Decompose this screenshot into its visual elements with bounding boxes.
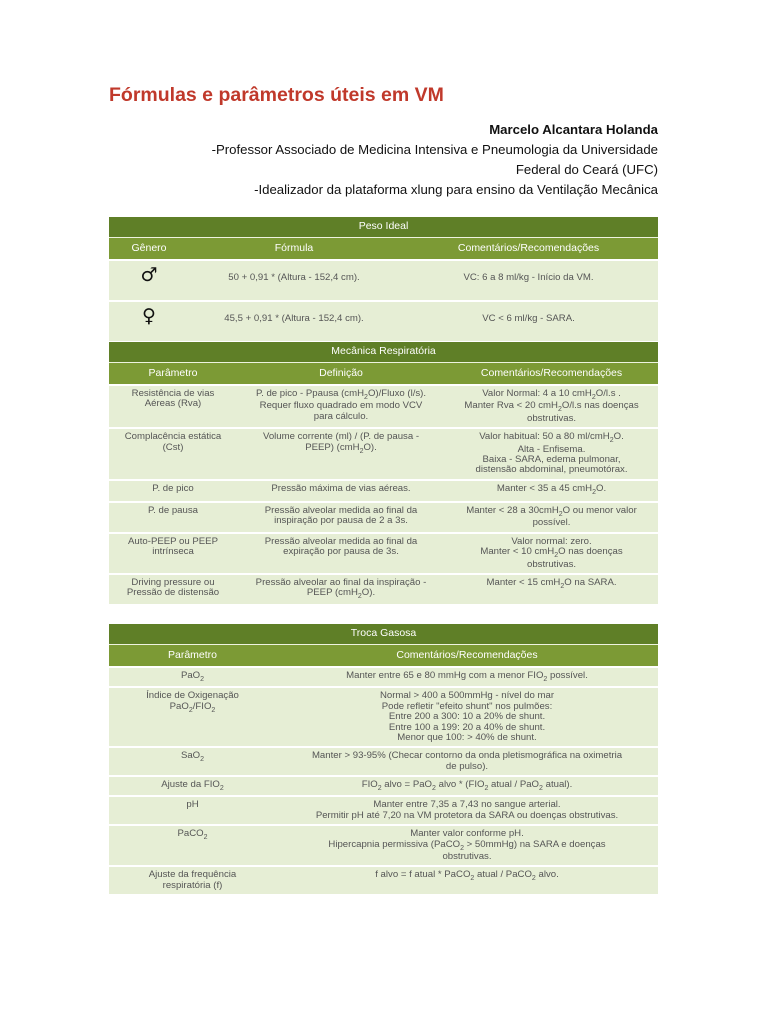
table-row xyxy=(109,796,658,825)
column-header: Parâmetro xyxy=(109,363,237,386)
definition-cell: P. de pico - Ppausa (cmH$_2$O)/Fluxo (l/s). Requer fluxo quadrado em modo VCV para cálculo. xyxy=(237,385,445,428)
parameter-cell: Auto-PEEP ou PEEP intrínseca xyxy=(109,533,237,574)
parameter-cell: Ajuste da $FIO_2$ xyxy=(109,776,276,796)
parameter-cell: PaO$_2$ xyxy=(109,667,276,687)
column-header: Fórmula xyxy=(189,238,399,261)
comment-cell: VC < 6 ml/kg - SARA. xyxy=(399,301,658,341)
column-header: Definição xyxy=(237,363,445,386)
formula-cell: 45,5 + 0,91 * (Altura - 152,4 cm). xyxy=(189,301,399,341)
table-row xyxy=(109,747,658,776)
column-header: Comentários/Recomendações xyxy=(399,238,658,261)
definition-cell: Pressão máxima de vias aéreas. xyxy=(237,480,445,502)
column-header: Gênero xyxy=(109,238,189,261)
column-header: Parâmetro xyxy=(109,645,276,668)
parameter-cell: SaO$_2$ xyxy=(109,747,276,776)
table-row xyxy=(109,574,658,604)
parameter-cell: Resistência de vias Aéreas (Rva) xyxy=(109,385,237,428)
parameter-cell: P. de pico xyxy=(109,480,237,502)
table-row xyxy=(109,480,658,502)
table-row xyxy=(109,667,658,687)
comment-cell: Manter valor conforme pH. Hipercapnia permissiva (PaCO$_2$ > 50mmHg) na SARA e doenças obstrutivas. xyxy=(276,825,658,866)
table-row xyxy=(109,301,658,341)
definition-cell: Pressão alveolar medida ao final da expiração por pausa de 3s. xyxy=(237,533,445,574)
affiliation-line-1: -Professor Associado de Medicina Intensiva e Pneumologia da Universidade xyxy=(211,142,658,157)
parameter-cell: pH xyxy=(109,796,276,825)
formula-cell: 50 + 0,91 * (Altura - 152,4 cm). xyxy=(189,260,399,301)
table-row xyxy=(109,385,658,428)
affiliation-line-2: Federal do Ceará (UFC) xyxy=(515,162,658,177)
comment-cell: f alvo = f atual * PaCO$_2$ atual / PaCO$_2$ alvo. xyxy=(276,866,658,894)
comment-cell: Normal > 400 a 500mmHg - nível do mar Pode refletir "efeito shunt" nos pulmões: Entre 200 a 300: 10 a 20% de shunt. Entre 100 a 199: 20 a 40% de shunt. Menor que 100: > 40% de shunt. xyxy=(276,687,658,747)
table-row xyxy=(109,260,658,301)
table-row xyxy=(109,428,658,480)
peso-ideal-table xyxy=(109,217,658,341)
troca-gasosa-table xyxy=(109,624,658,894)
definition-cell: Pressão alveolar ao final da inspiração - PEEP (cmH$_2$O). xyxy=(237,574,445,604)
table-caption: Troca Gasosa xyxy=(109,624,658,645)
table-row xyxy=(109,825,658,866)
table-row xyxy=(109,502,658,533)
page-title: Fórmulas e parâmetros úteis em VM xyxy=(109,84,444,106)
parameter-cell: Driving pressure ou Pressão de distensão xyxy=(109,574,237,604)
author-name: Marcelo Alcantara Holanda xyxy=(489,122,658,137)
comment-cell: Valor habitual: 50 a 80 ml/cmH$_2$O. Alta - Enfisema. Baixa - SARA, edema pulmonar, distensão abdominal, pneumotórax. xyxy=(445,428,658,480)
table-row xyxy=(109,533,658,574)
table-caption: Mecânica Respiratória xyxy=(109,342,658,363)
parameter-cell: Complacência estática (Cst) xyxy=(109,428,237,480)
affiliation-line-3: -Idealizador da plataforma xlung para ensino da Ventilação Mecânica xyxy=(254,182,658,197)
parameter-cell: P. de pausa xyxy=(109,502,237,533)
parameter-cell: PaCO$_2$ xyxy=(109,825,276,866)
parameter-cell: Ajuste da frequência respiratória (f) xyxy=(109,866,276,894)
table-row xyxy=(109,866,658,894)
comment-cell: Manter < 35 a 45 cmH$_2$O. xyxy=(445,480,658,502)
comment-cell: Manter > 93-95% (Checar contorno da onda pletismográfica na oximetria de pulso). xyxy=(276,747,658,776)
definition-cell: Volume corrente (ml) / (P. de pausa - PEEP) (cmH$_2$O). xyxy=(237,428,445,480)
male-icon: ♂ xyxy=(109,260,189,301)
mecanica-respiratoria-table xyxy=(109,342,658,604)
female-icon: ♀ xyxy=(109,301,189,341)
comment-cell: Manter entre 65 e 80 mmHg com a menor $FIO_2$ possível. xyxy=(276,667,658,687)
definition-cell: Pressão alveolar medida ao final da inspiração por pausa de 2 a 3s. xyxy=(237,502,445,533)
column-header: Comentários/Recomendações xyxy=(445,363,658,386)
table-row xyxy=(109,776,658,796)
table-caption: Peso Ideal xyxy=(109,217,658,238)
comment-cell: Valor Normal: 4 a 10 cmH$_2$O/l.s . Manter Rva < 20 cmH$_2$O/l.s nas doenças obstrutivas. xyxy=(445,385,658,428)
comment-cell: Valor normal: zero. Manter < 10 cmH$_2$O nas doenças obstrutivas. xyxy=(445,533,658,574)
parameter-cell: Índice de Oxigenação $PaO_2/FIO_2$ xyxy=(109,687,276,747)
comment-cell: Manter entre 7,35 a 7,43 no sangue arterial. Permitir pH até 7,20 na VM protetora da SARA ou doenças obstrutivas. xyxy=(276,796,658,825)
comment-cell: VC: 6 a 8 ml/kg - Início da VM. xyxy=(399,260,658,301)
comment-cell: Manter < 28 a 30cmH$_2$O ou menor valor possível. xyxy=(445,502,658,533)
table-row xyxy=(109,687,658,747)
comment-cell: Manter < 15 cmH$_2$O na SARA. xyxy=(445,574,658,604)
comment-cell: $FIO_2$ alvo = PaO$_2$ alvo * ($FIO_2$ atual / PaO$_2$ atual). xyxy=(276,776,658,796)
column-header: Comentários/Recomendações xyxy=(276,645,658,668)
